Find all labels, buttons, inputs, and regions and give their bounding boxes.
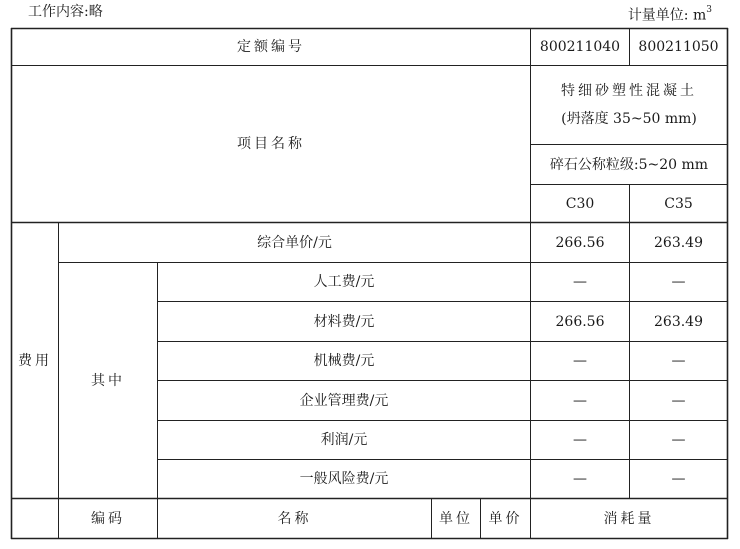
cost-label: 费用	[18, 352, 52, 369]
item-title-line-1: 特细砂塑性混凝土	[561, 83, 697, 99]
sub-row-value: 266.56	[555, 313, 605, 330]
sub-row-label: 材料费/元	[313, 313, 375, 330]
sub-row-value: —	[573, 392, 587, 409]
footer-unit-price-header: 单价	[488, 510, 523, 527]
aggregate-grade: 碎石公称粒级:5~20 mm	[549, 156, 709, 173]
item-title-line-2: (坍落度 35~50 mm)	[561, 111, 697, 127]
sub-row-value: —	[573, 432, 587, 448]
item-title	[531, 66, 727, 144]
sub-row-value: —	[671, 274, 686, 290]
unit-label-text: 计量单位:	[627, 7, 689, 24]
sub-row-value: —	[573, 353, 587, 369]
work-content-label: 工作内容:略	[28, 4, 103, 20]
sub-row-value: 263.49	[654, 313, 703, 330]
sub-row-value: —	[671, 471, 686, 487]
composite-price-value-2: 263.49	[654, 234, 703, 251]
footer-consumption-header: 消耗量	[603, 510, 655, 527]
unit-value: m	[692, 7, 707, 24]
sub-row-value: —	[671, 392, 686, 409]
sub-row-label: 一般风险费/元	[299, 471, 389, 487]
footer-unit-header: 单位	[439, 510, 473, 527]
concrete-grade-1: C30	[565, 195, 595, 212]
unit-exponent: 3	[706, 5, 712, 15]
quota-code-1: 800211040	[539, 39, 621, 55]
sub-row-value: —	[573, 274, 587, 290]
composite-price-value-1: 266.56	[555, 234, 605, 251]
quota-number-label: 定额编号	[237, 39, 305, 55]
footer-code-header: 编码	[91, 510, 125, 527]
composite-price-label: 综合单价/元	[257, 234, 332, 251]
concrete-grade-2: C35	[664, 195, 693, 212]
item-name-label: 项目名称	[237, 136, 305, 152]
sub-row-label: 企业管理费/元	[299, 392, 389, 409]
footer-name-header: 名称	[277, 510, 312, 527]
sub-row-label: 利润/元	[320, 432, 368, 448]
sub-row-value: —	[573, 471, 587, 487]
sub-row-value: —	[671, 353, 686, 369]
sub-row-value: —	[671, 432, 686, 448]
quota-code-2: 800211050	[638, 39, 719, 55]
sub-row-label: 人工费/元	[313, 274, 375, 290]
sub-row-label: 机械费/元	[313, 353, 375, 369]
among-label: 其中	[91, 372, 125, 389]
